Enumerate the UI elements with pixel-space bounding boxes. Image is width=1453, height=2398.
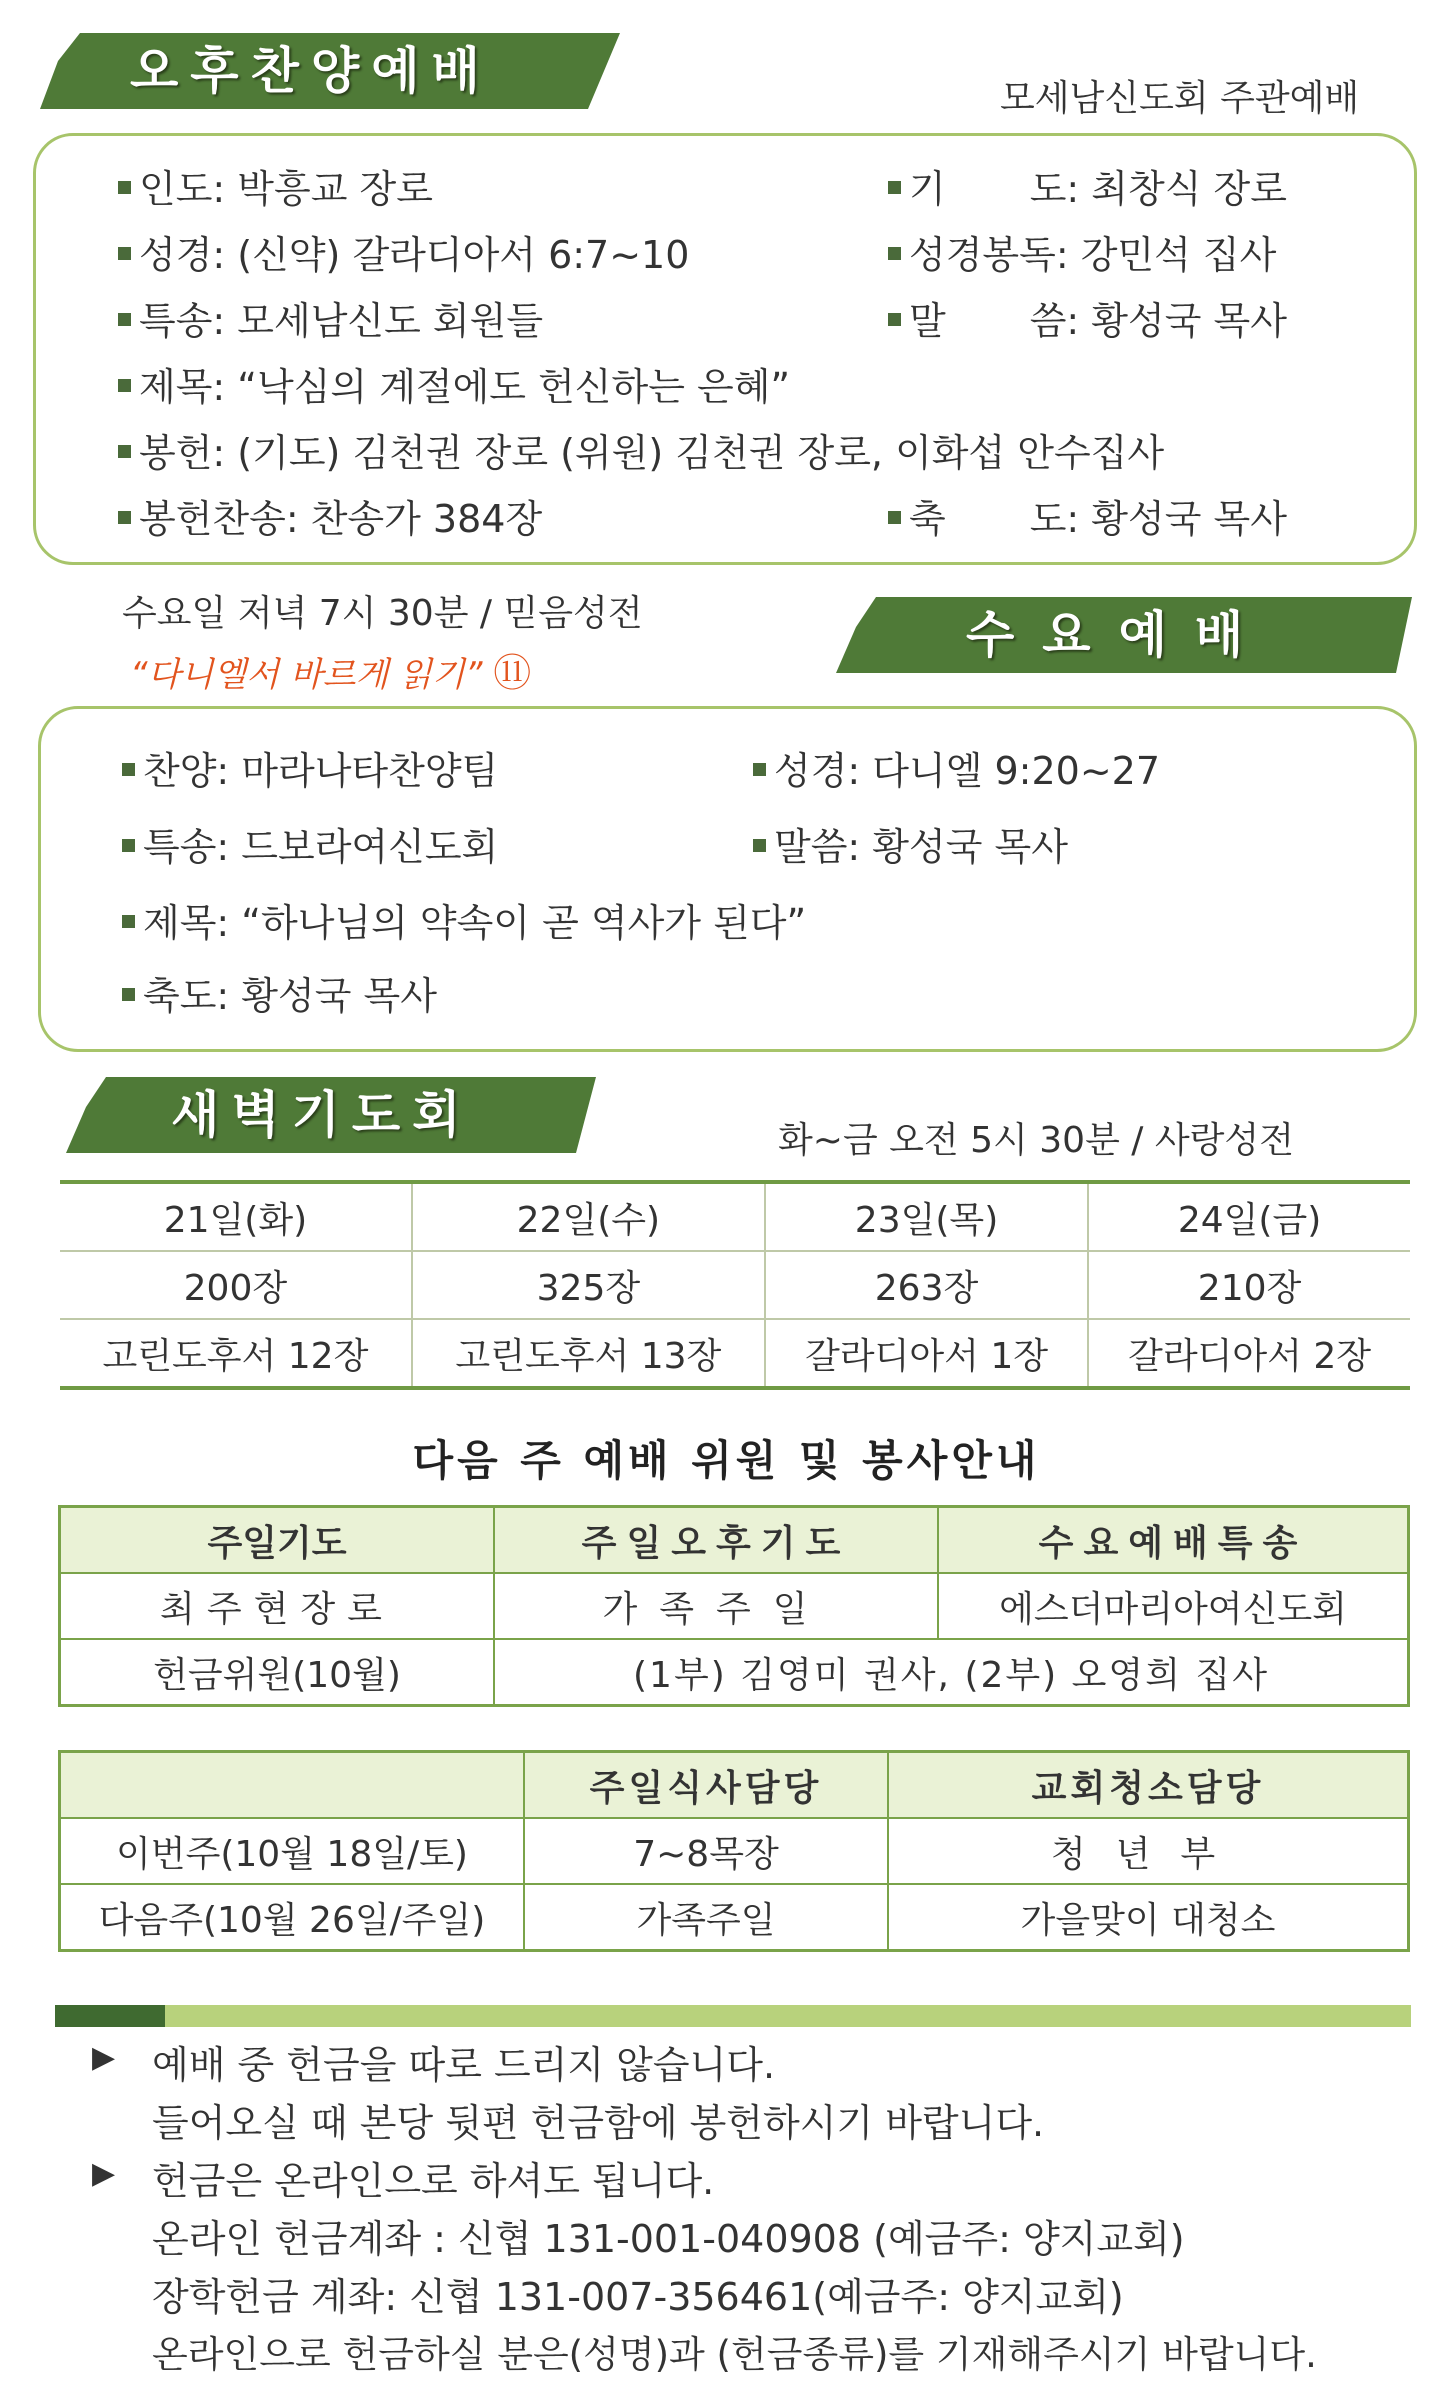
- notice-arrow-icon: ▶: [92, 2156, 116, 2191]
- dawn-title: 새벽기도회: [171, 1086, 473, 1144]
- service-cell: 가족주일: [524, 1884, 888, 1951]
- afternoon-leader: 인도: 박흥교 장로: [118, 158, 433, 213]
- dawn-day: 22일(수): [412, 1182, 765, 1251]
- notice-divider-accent: [55, 2005, 165, 2027]
- dawn-hymn: 200장: [60, 1251, 412, 1319]
- service-row: [60, 1818, 1409, 1884]
- afternoon-sermon: 말 씀: 황성국 목사: [888, 290, 1287, 345]
- notice-line: 장학헌금 계좌: 신협 131-007-356461(예금주: 양지교회): [152, 2275, 1124, 2319]
- dawn-text: 갈라디아서 1장: [765, 1319, 1088, 1388]
- dawn-day: 21일(화): [60, 1182, 412, 1251]
- next-week-table: [58, 1505, 1410, 1707]
- dawn-text: 갈라디아서 2장: [1128, 1335, 1372, 1377]
- notice-line: 온라인으로 헌금하실 분은(성명)과 (헌금종류)를 기재해주시기 바랍니다.: [152, 2333, 1317, 2376]
- next-week-cell: 가족주일: [494, 1573, 938, 1639]
- afternoon-scripture: 성경: (신약) 갈라디아서 6:7~10: [118, 224, 689, 279]
- wednesday-special: 특송: 드보라여신도회: [122, 816, 498, 871]
- afternoon-prayer: 기 도: 최창식 장로: [888, 158, 1287, 213]
- wednesday-series: “다니엘서 바르게 읽기” ⑪: [130, 651, 532, 695]
- next-week-row: [60, 1573, 1409, 1639]
- service-row: [60, 1884, 1409, 1951]
- afternoon-hymn: 봉헌찬송: 찬송가 384장: [118, 488, 542, 543]
- notice-line: 들어오실 때 본당 뒷편 헌금함에 봉헌하시기 바랍니다.: [152, 2101, 1045, 2145]
- dawn-hymns-row: [60, 1251, 1410, 1319]
- dawn-banner: [66, 1077, 596, 1153]
- dawn-text: 고린도후서 13장: [412, 1319, 765, 1388]
- notice-arrow-icon: ▶: [92, 2040, 116, 2075]
- dawn-hymn: 325장: [412, 1251, 765, 1319]
- service-table: [58, 1750, 1410, 1952]
- afternoon-theme: 제목: “낙심의 계절에도 헌신하는 은혜”: [118, 356, 790, 411]
- dawn-hymn: 210장: [1088, 1251, 1410, 1319]
- service-cell: 가을맞이 대청소: [888, 1884, 1409, 1951]
- service-cell: 다음주(10월 26일/주일): [60, 1884, 525, 1951]
- service-header: 주일식사담당: [524, 1752, 888, 1819]
- dawn-note: 화~금 오전 5시 30분 / 사랑성전: [778, 1120, 1294, 1161]
- next-week-header: 주일기도: [60, 1507, 495, 1574]
- afternoon-reading: 성경봉독: 강민석 집사: [888, 224, 1276, 279]
- wednesday-theme: 제목: “하나님의 약속이 곧 역사가 된다”: [122, 892, 806, 947]
- afternoon-special: 특송: 모세남신도 회원들: [118, 290, 543, 345]
- wednesday-banner: [836, 597, 1412, 673]
- next-week-cell: 최주현장로: [60, 1573, 495, 1639]
- service-header-row: [60, 1752, 1409, 1819]
- wednesday-sermon: 말씀: 황성국 목사: [753, 816, 1068, 871]
- afternoon-title: 오후찬양예배: [130, 42, 492, 100]
- wednesday-time: 수요일 저녁 7시 30분 / 믿음성전: [122, 593, 643, 634]
- dawn-text: 고린도후서 12장: [60, 1319, 412, 1388]
- afternoon-bless: 축 도: 황성국 목사: [888, 488, 1287, 543]
- wednesday-scripture: 성경: 다니엘 9:20~27: [753, 740, 1160, 795]
- dawn-day: 24일(금): [1088, 1182, 1410, 1251]
- dawn-day: 23일(목): [765, 1182, 1088, 1251]
- next-week-title: 다음 주 예배 위원 및 봉사안내: [412, 1436, 1041, 1485]
- next-week-cell: 에스더마리아여신도회: [938, 1573, 1409, 1639]
- notice-line: 예배 중 헌금을 따로 드리지 않습니다.: [152, 2043, 776, 2087]
- next-week-header-row: [60, 1507, 1409, 1574]
- next-week-header: 수요예배특송: [938, 1507, 1409, 1574]
- next-week-header: 주일오후기도: [494, 1507, 938, 1574]
- dawn-texts-row: [60, 1319, 1410, 1388]
- wednesday-praise: 찬양: 마라나타찬양팀: [122, 740, 498, 795]
- next-week-offering: (1부) 김영미 권사, (2부) 오영희 집사: [494, 1639, 1409, 1706]
- notice-line: 온라인 헌금계좌 : 신협 131-001-040908 (예금주: 양지교회): [152, 2217, 1185, 2261]
- notice-line: 헌금은 온라인으로 하셔도 됩니다.: [152, 2159, 715, 2203]
- dawn-hymn: 263장: [765, 1251, 1088, 1319]
- wednesday-bless: 축도: 황성국 목사: [122, 965, 437, 1020]
- service-cell: 7~8목장: [524, 1818, 888, 1884]
- afternoon-host: 모세남신도회 주관예배: [1000, 78, 1360, 119]
- service-cell: 이번주(10월 18일/토): [60, 1818, 525, 1884]
- next-week-cell: 헌금위원(10월): [60, 1639, 495, 1706]
- service-header: [60, 1752, 525, 1819]
- wednesday-title: 수요예배: [966, 606, 1272, 664]
- afternoon-banner: [40, 33, 620, 109]
- dawn-table: [60, 1180, 1410, 1390]
- dawn-days-row: [60, 1182, 1410, 1251]
- service-cell: 청년부: [888, 1818, 1409, 1884]
- notice-divider: [55, 2005, 1411, 2027]
- service-header: 교회청소담당: [888, 1752, 1409, 1819]
- next-week-row: [60, 1639, 1409, 1706]
- afternoon-offering: 봉헌: (기도) 김천권 장로 (위원) 김천권 장로, 이화섭 안수집사: [118, 422, 1164, 477]
